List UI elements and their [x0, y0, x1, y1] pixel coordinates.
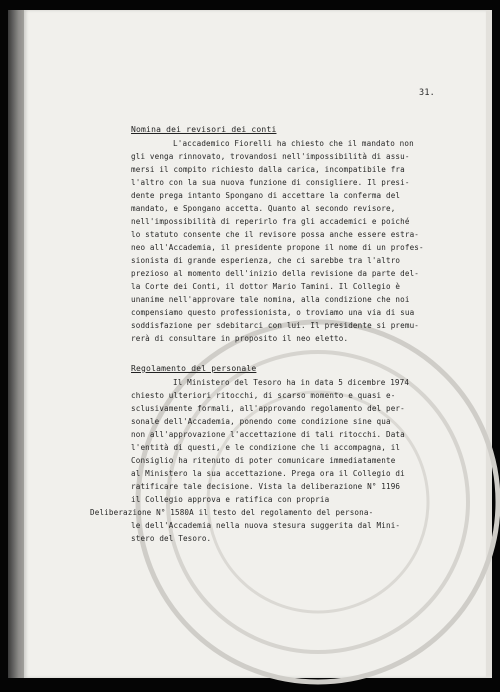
paragraph-line: chiesto ulteriori ritocchi, di scarso momento e quasi e- — [131, 391, 396, 400]
paragraph-line: l'altro con la sua nuova funzione di consigliere. Il presi- — [131, 178, 410, 187]
paragraph-line: gli venga rinnovato, trovandosi nell'impossibilità di assu- — [131, 152, 410, 161]
paragraph-line: stero del Tesoro. — [131, 534, 212, 543]
section-heading-revisori: Nomina dei revisori dei conti — [131, 125, 277, 134]
paragraph-line: Deliberazione N° 1580A il testo del regolamento del persona- — [90, 508, 374, 517]
paragraph-line: la Corte dei Conti, il dottor Mario Tamini. Il Collegio è — [131, 282, 401, 291]
paragraph-line: soddisfazione per sdebitarci con lui. Il presidente si premu- — [131, 321, 420, 330]
paragraph-line: compensiamo questo professionista, o troviamo una via di sua — [131, 308, 415, 317]
paragraph-line: Consiglio ha ritenuto di poter comunicare immediatamente — [131, 456, 396, 465]
paragraph-line: non all'approvazione l'accettazione di tali ritocchi. Data — [131, 430, 405, 439]
section-heading-regolamento: Regolamento del personale — [131, 364, 257, 373]
paragraph-line: unanime nell'approvare tale nomina, alla condizione che noi — [131, 295, 410, 304]
paragraph-line: nell'impossibilità di reperirlo fra gli accademici e poiché — [131, 217, 410, 226]
page-number: 31. — [419, 88, 435, 98]
paragraph-line: le dell'Accademia nella nuova stesura suggerita dal Mini- — [131, 521, 401, 530]
paragraph-line: sionista di grande esperienza, che ci sarebbe tra l'altro — [131, 256, 401, 265]
paragraph-line: lo statuto consente che il revisore possa anche essere estra- — [131, 230, 420, 239]
paragraph-line: al Ministero la sua accettazione. Prega ora il Collegio di — [131, 469, 405, 478]
paragraph-line: l'entità di questi, e le condizione che li accompagna, il — [131, 443, 401, 452]
paragraph-line: dente prega intanto Spongano di accettare la conferma del — [131, 191, 401, 200]
paragraph-line: prezioso al momento dell'inizio della revisione da parte del- — [131, 269, 420, 278]
paragraph-line: ratificare tale decisione. Vista la deliberazione N° 1196 — [131, 482, 401, 491]
paragraph-line: mandato, e Spongano accetta. Quanto al secondo revisore, — [131, 204, 396, 213]
paragraph-line: il Collegio approva e ratifica con propria — [131, 495, 330, 504]
paragraph-line: mersi il compito richiesto dalla carica, incompatibile fra — [131, 165, 405, 174]
paragraph-line: rerà di consultare in proposito il neo eletto. — [131, 334, 349, 343]
document-page — [24, 10, 486, 678]
paragraph-line: sclusivamente formali, all'approvando regolamento del per- — [131, 404, 405, 413]
paragraph-line: Il Ministero del Tesoro ha in data 5 dicembre 1974 — [173, 378, 410, 387]
paragraph-line: sonale dell'Accademia, ponendo come condizione sine qua — [131, 417, 391, 426]
paragraph-line: neo all'Accademia, il presidente propone il nome di un profes- — [131, 243, 424, 252]
paragraph-line: L'accademico Fiorelli ha chiesto che il mandato non — [173, 139, 414, 148]
